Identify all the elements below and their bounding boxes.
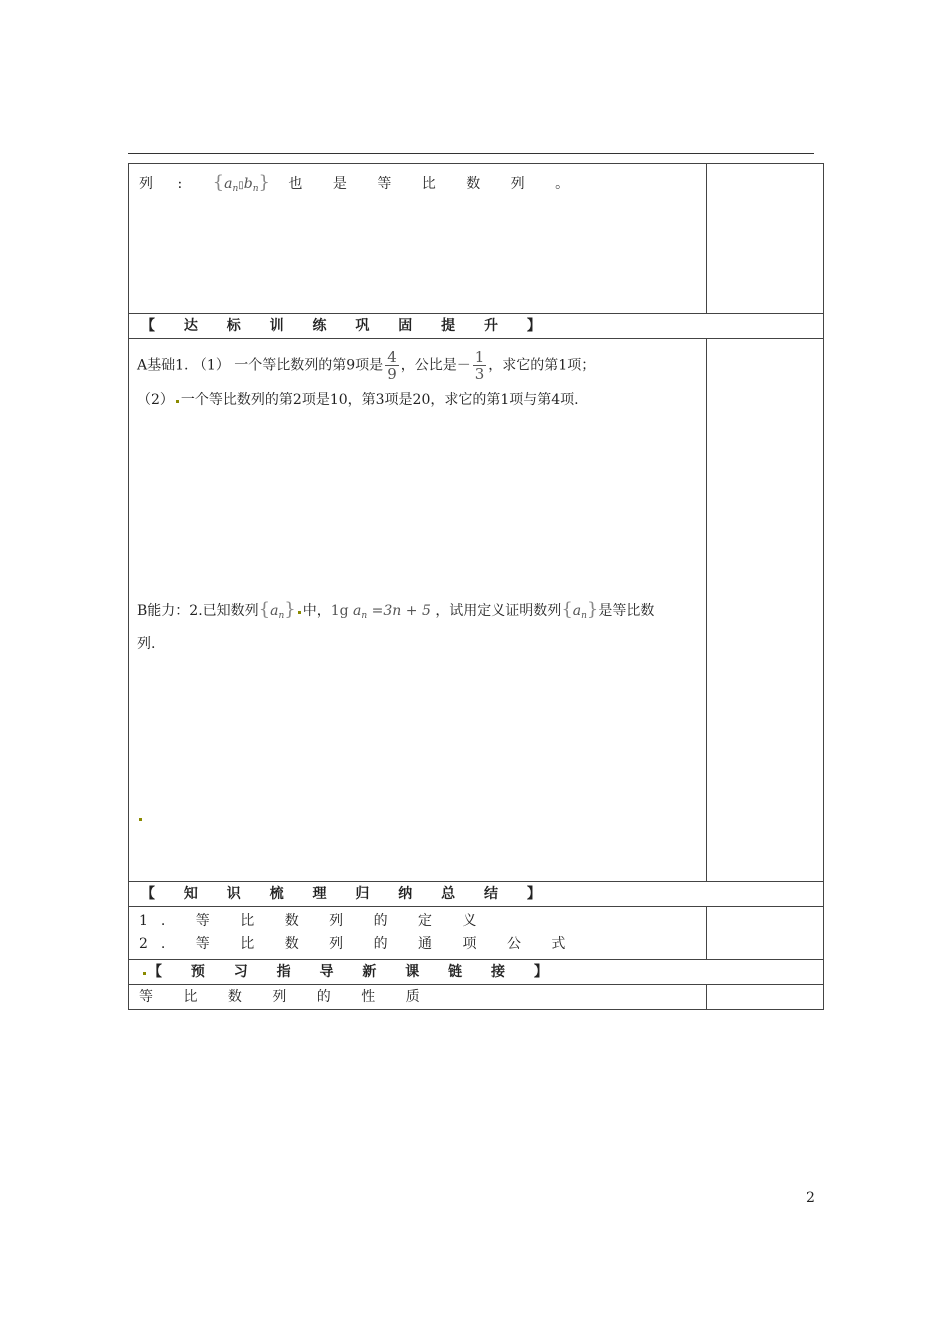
conclusion-cell bbox=[129, 164, 707, 314]
exercise-row bbox=[129, 339, 824, 882]
problem-a-suffix: ，求它的第1项； bbox=[488, 357, 596, 374]
problem-a-prefix: A基础1. （1） 一个等比数列的第9项是 bbox=[137, 357, 384, 374]
fraction-four-ninths: $\frac{4}{9}$ bbox=[387, 348, 397, 383]
problem-a-part2-prefix: （2） bbox=[137, 392, 174, 408]
worksheet-table bbox=[128, 163, 824, 1010]
conclusion-suffix: 也 是 等 比 数 列 。 bbox=[288, 176, 583, 192]
side-cell bbox=[706, 985, 823, 1010]
problem-a-part2-text: 一个等比数列的第2项是10，第3项是20，求它的第1项与第4项. bbox=[180, 392, 579, 408]
answer-area-marker bbox=[137, 806, 698, 830]
problem-a-middle: ，公比是－ bbox=[400, 357, 471, 374]
sequence-an: $\{a_n\}$ bbox=[258, 599, 296, 621]
preview-row bbox=[129, 985, 824, 1010]
section-header-row bbox=[129, 882, 824, 907]
side-cell bbox=[706, 339, 823, 882]
marker-dot bbox=[298, 611, 301, 614]
conclusion-prefix: 列 : bbox=[139, 176, 193, 192]
section-summary-title: 【 知 识 梳 理 归 纳 总 结 】 bbox=[129, 882, 824, 907]
page-number: 2 bbox=[806, 1190, 815, 1206]
problem-a-line2 bbox=[137, 388, 698, 412]
sequence-an-2: $\{a_n\}$ bbox=[561, 599, 599, 621]
problem-b-line1 bbox=[137, 598, 698, 628]
preview-cell: 等 比 数 列 的 性 质 bbox=[129, 985, 707, 1010]
log-formula: 1g $a_n =3n + 5$ bbox=[330, 603, 431, 621]
header-rule bbox=[128, 153, 814, 154]
summary-item: 1. 等 比 数 列 的 定 义 bbox=[139, 913, 490, 929]
section-preview-title: 【 预 习 指 导 新 课 链 接 】 bbox=[129, 960, 824, 985]
problem-a-line1 bbox=[137, 349, 698, 382]
marker-dot bbox=[176, 400, 179, 403]
problem-b-suffix2: 是等比数 bbox=[598, 603, 655, 619]
problem-b-middle: 中， bbox=[302, 603, 331, 619]
problem-b-prefix: B能力：2.已知数列 bbox=[137, 603, 259, 619]
summary-item: 2. 等 比 数 列 的 通 项 公 式 bbox=[139, 936, 579, 952]
summary-cell bbox=[129, 907, 707, 960]
fraction-one-third: $\frac{1}{3}$ bbox=[474, 348, 485, 383]
problem-b-line2: 列. bbox=[137, 636, 156, 652]
exercise-cell bbox=[129, 339, 707, 882]
sequence-product-formula: $\{a_n▯b_n\}$ bbox=[212, 172, 270, 194]
section-practice-title: 【 达 标 训 练 巩 固 提 升 】 bbox=[129, 314, 824, 339]
side-cell bbox=[706, 907, 823, 960]
problem-b-suffix: ，试用定义证明数列 bbox=[435, 603, 562, 619]
marker-dot bbox=[143, 972, 146, 975]
conclusion-row bbox=[129, 164, 824, 314]
section-header-row bbox=[129, 314, 824, 339]
section-header-row bbox=[129, 960, 824, 985]
summary-row bbox=[129, 907, 824, 960]
side-cell bbox=[706, 164, 823, 314]
